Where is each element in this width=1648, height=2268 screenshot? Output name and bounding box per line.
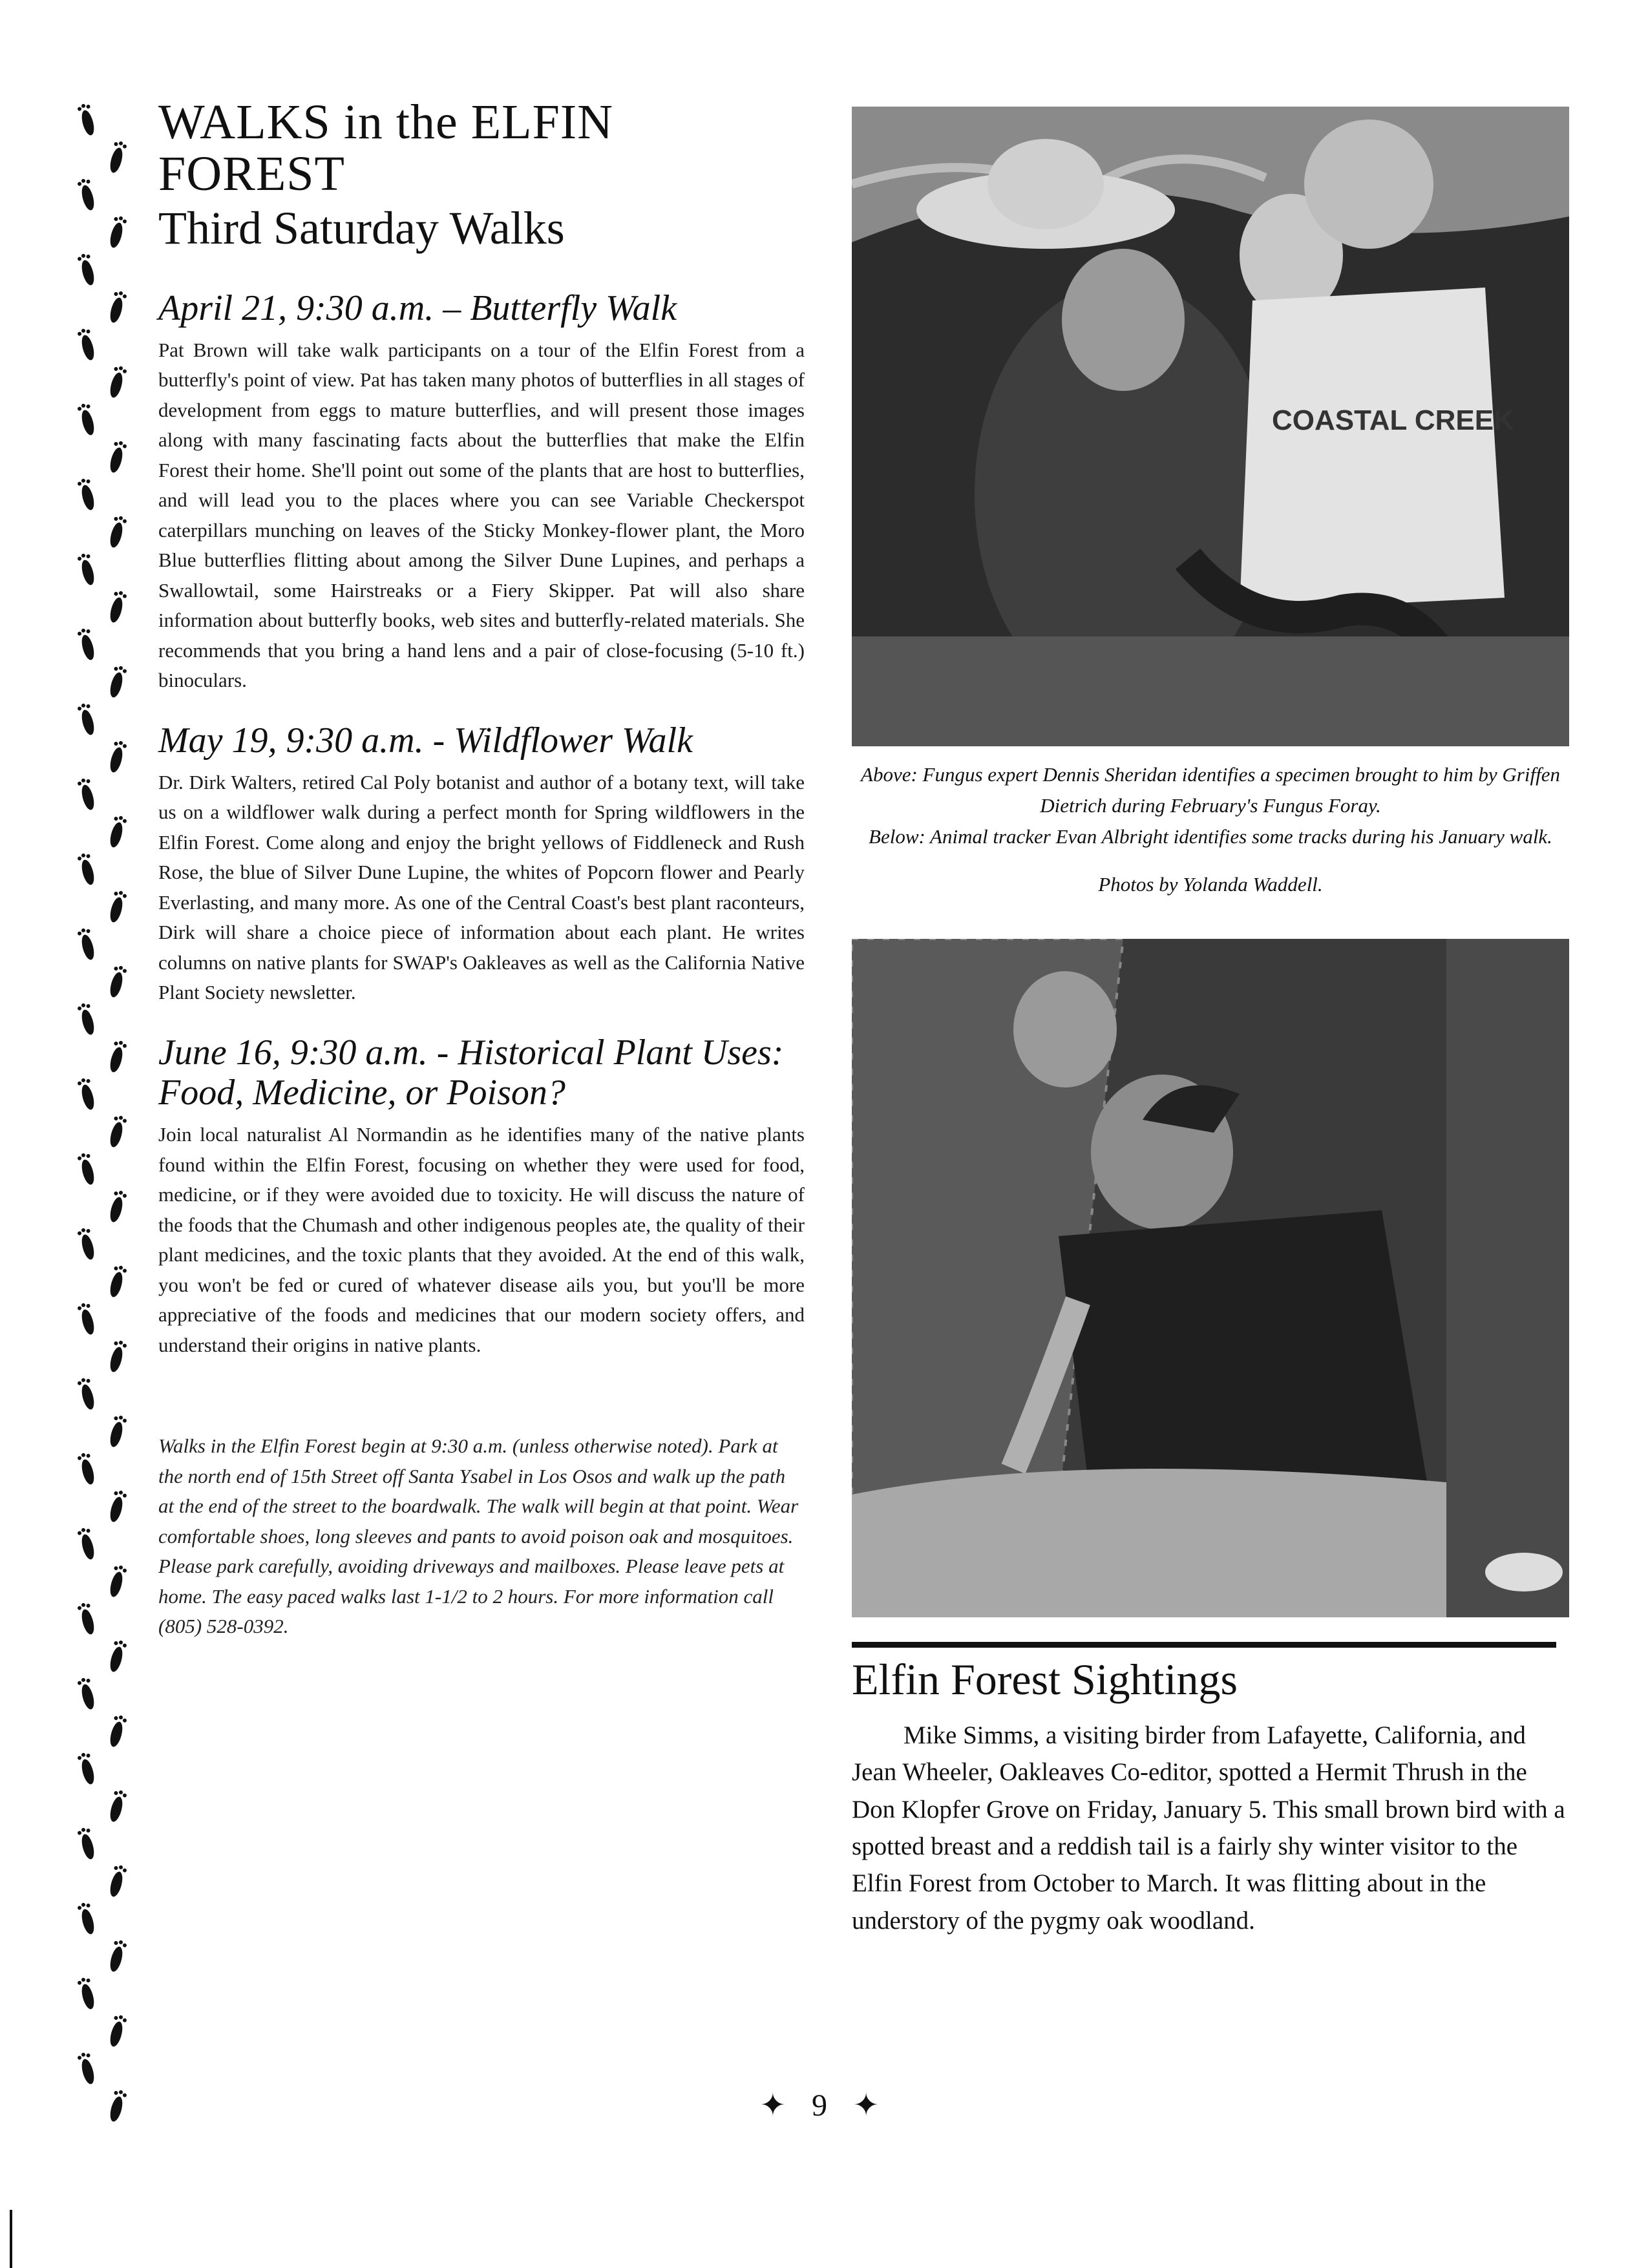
footprint-icon <box>107 1264 127 1298</box>
walk-info-note: Walks in the Elfin Forest begin at 9:30 a.m. (unless otherwise noted). Park at the north end of 15th Street off Santa Ysabel in Los Osos and walk up the path at the end of the street to the boardwalk. The walk will begin at that point. Wear comfortable shoes, long sleeves and pants to avoid poison oak and mosquitoes. Please park carefully, avoiding driveways and mailboxes. Please leave pets at home. The easy paced walks last 1-1/2 to 2 hours. For more information call (805) 528-0392. <box>158 1434 799 1638</box>
footprint-icon <box>77 1976 98 2010</box>
footprint-icon <box>107 739 127 773</box>
footprint-icon <box>77 1301 98 1336</box>
footprint-icon <box>107 1339 127 1373</box>
footprint-icon <box>77 1151 98 1186</box>
footprint-icon <box>77 1526 98 1560</box>
footprint-icon <box>77 927 98 961</box>
footprint-icon <box>77 852 98 886</box>
footprint-icon <box>107 140 127 174</box>
footprint-icon <box>107 289 127 324</box>
shirt-print: COASTAL CREEK <box>1272 404 1514 436</box>
footprint-icon <box>107 889 127 923</box>
footprint-icon <box>77 702 98 736</box>
photos-column <box>852 107 1569 1939</box>
footprint-icon <box>77 777 98 811</box>
footprint-icon <box>77 1376 98 1411</box>
footprint-icon <box>107 1714 127 1748</box>
footprint-icon <box>107 439 127 474</box>
sightings-title: Elfin Forest Sightings <box>852 1655 1238 1705</box>
footprint-icon <box>107 2013 127 2048</box>
walks-column <box>158 97 805 1642</box>
footprint-icon <box>107 364 127 399</box>
caption-below: Below: Animal tracker Evan Albright identifies some tracks during his January walk. <box>869 825 1552 848</box>
footprint-icon <box>77 2051 98 2085</box>
footprint-icon <box>77 402 98 436</box>
footprint-icon <box>77 1676 98 1710</box>
footprint-icon <box>107 2088 127 2123</box>
walk-description: Join local naturalist Al Normandin as he identifies many of the native plants found within the Elfin Forest, focusing on whether they were used for food, medicine, or if they were avoided due to toxicity. He will discuss the nature of the foods that the Chumash and other indigenous peoples ate, the quality of their plant medicines, and the toxic plants that they avoided. At the end of this walk, you won't be fed or cured of whatever disease ails you, but you'll be more appreciative of the foods and medicines that our modern society offers, and understand their origins in native plants. <box>158 1123 805 1356</box>
footprint-icon <box>107 814 127 848</box>
footprint-icon <box>77 327 98 361</box>
footprint-icon <box>77 1002 98 1036</box>
footprint-icon <box>77 1901 98 1935</box>
footprints-icon <box>70 103 141 2152</box>
footprint-icon <box>77 252 98 286</box>
footprint-icon <box>107 1789 127 1823</box>
photo-caption <box>852 759 1569 900</box>
footprint-icon <box>77 627 98 661</box>
walk-entry-butterfly <box>158 288 805 696</box>
footprint-icon <box>107 1189 127 1223</box>
caption-above: Above: Fungus expert Dennis Sheridan identifies a specimen brought to him by Griffen Dietrich during February's Fungus Foray. <box>861 763 1560 817</box>
footprint-icon <box>107 514 127 549</box>
page-title: WALKS in the ELFIN FOREST <box>158 95 614 201</box>
walk-description: Dr. Dirk Walters, retired Cal Poly botanist and author of a botany text, will take us on a wildflower walk during a perfect month for Spring wildflowers in the Elfin Forest. Come along and enjoy the bright yellows of Fiddleneck and Rush Rose, the blue of Silver Dune Lupine, the whites of Popcorn flower and Pearly Everlasting, and many more. As one of the Central Coast's best plant raconteurs, Dirk will share a choice piece of information about each plant. He writes columns on native plants for SWAP's Oakleaves as well as the California Native Plant Society newsletter. <box>158 770 805 1004</box>
walk-entry-plant-uses <box>158 1033 805 1360</box>
footprint-icon <box>77 1601 98 1635</box>
footprint-trail-decoration <box>70 103 141 2152</box>
section-divider <box>852 1642 1556 1648</box>
tracks-photo <box>852 939 1569 1617</box>
footprint-icon <box>107 1414 127 1448</box>
footprint-icon <box>107 1564 127 1598</box>
footprint-icon <box>77 103 98 137</box>
footprint-icon <box>107 1938 127 1973</box>
walk-heading: April 21, 9:30 a.m. – Butterfly Walk <box>158 288 677 329</box>
footprint-icon <box>77 1076 98 1111</box>
walk-entry-wildflower <box>158 720 805 1008</box>
footprint-icon <box>77 1826 98 1860</box>
scan-edge-mark <box>10 2210 12 2268</box>
page-number: ✦ 9 ✦ <box>759 2088 889 2123</box>
footprint-icon <box>107 1639 127 1673</box>
footprint-icon <box>107 1864 127 1898</box>
walk-heading: May 19, 9:30 a.m. - Wildflower Walk <box>158 720 693 761</box>
footprint-icon <box>107 1114 127 1148</box>
footprint-icon <box>107 215 127 249</box>
footprint-icon <box>77 1226 98 1261</box>
page-subtitle: Third Saturday Walks <box>158 202 565 254</box>
footprint-icon <box>107 1039 127 1073</box>
sightings-body: Mike Simms, a visiting birder from Lafayette, California, and Jean Wheeler, Oakleaves Co-editor, spotted a Hermit Thrush in the Don Klopfer Grove on Friday, January 5. This small brown bird with a spotted breast and a reddish tail is a fairly shy winter visitor to the Elfin Forest from October to March. It was flitting about in the understory of the pygmy oak woodland. <box>852 1721 1565 1935</box>
footprint-icon <box>107 964 127 998</box>
footprint-icon <box>77 477 98 511</box>
footprint-icon <box>77 177 98 211</box>
footprint-icon <box>77 552 98 586</box>
fungus-photo <box>852 107 1569 746</box>
photo-credit: Photos by Yolanda Waddell. <box>1098 873 1323 896</box>
footprint-icon <box>77 1451 98 1486</box>
walk-description: Pat Brown will take walk participants on a tour of the Elfin Forest from a butterfly's point of view. Pat has taken many photos of butterflies in all stages of development from eggs to mature butterflies, and will present those images along with many fascinating facts about the butterflies that make the Elfin Forest their home. She'll point out some of the plants that are host to butterflies, and will lead you to the places where you can see Variable Checkerspot caterpillars munching on leaves of the Sticky Monkey-flower plant, the Moro Blue butterflies flitting about among the Silver Dune Lupines, and perhaps a Swallowtail, some Hairstreaks or a Fiery Skipper. Pat will also share information about butterfly books, web sites and butterfly-related materials. She recommends that you bring a hand lens and a pair of close-focusing (5-10 ft.) binoculars. <box>158 338 805 692</box>
walk-heading: June 16, 9:30 a.m. - Historical Plant Uses: Food, Medicine, or Poison? <box>158 1032 784 1113</box>
footprint-icon <box>77 1751 98 1785</box>
footprint-icon <box>107 1489 127 1523</box>
footprint-icon <box>107 664 127 698</box>
footprint-icon <box>107 589 127 624</box>
